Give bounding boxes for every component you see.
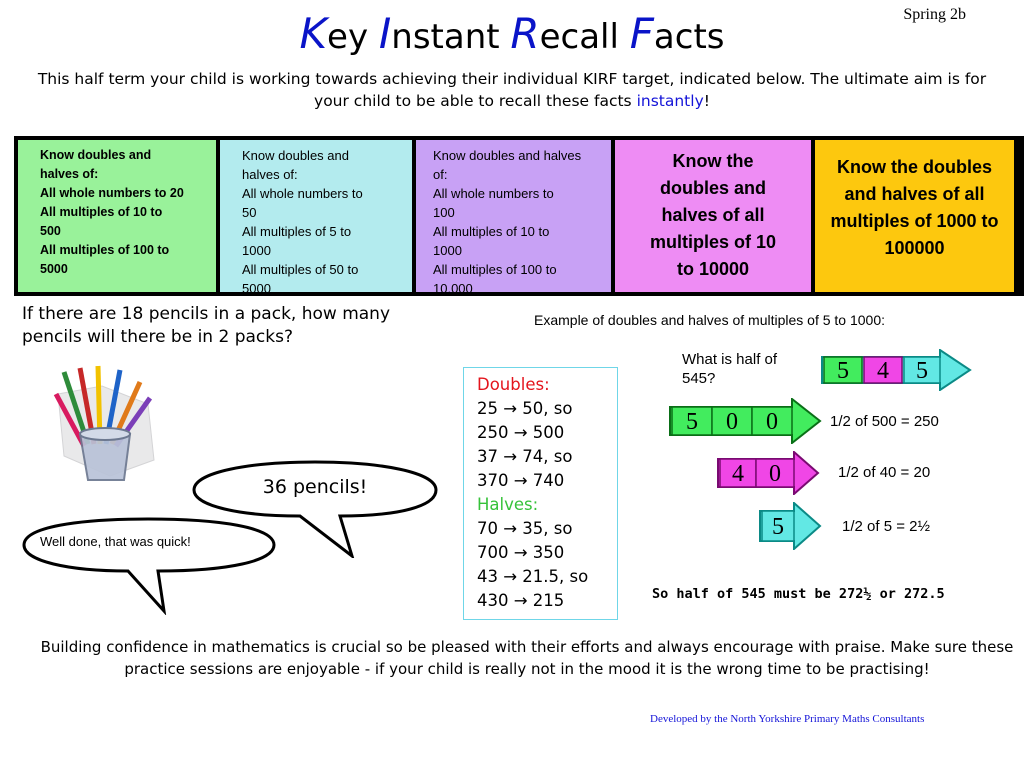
doubles-halves-box bbox=[463, 367, 618, 620]
target-line: All multiples of 50 to bbox=[242, 262, 359, 277]
target-line: Know the bbox=[672, 151, 754, 171]
digit: 0 bbox=[726, 409, 738, 435]
target-line: of: bbox=[433, 167, 448, 182]
target-line: and halves of all bbox=[844, 184, 985, 204]
target-box-5 bbox=[815, 140, 1014, 292]
digit: 5 bbox=[837, 358, 849, 384]
target-line: 5000 bbox=[40, 262, 68, 276]
target-line: halves of all bbox=[661, 205, 765, 225]
halves-line: 700 → 350 bbox=[477, 543, 565, 562]
title-letter-r: R bbox=[510, 9, 540, 58]
title-letter-k: K bbox=[299, 9, 328, 58]
doubles-line: 250 → 500 bbox=[477, 423, 565, 442]
target-line: All multiples of 5 to bbox=[242, 224, 352, 239]
target-line: 10,000 bbox=[433, 281, 473, 296]
answer-text: 36 pencils! bbox=[262, 476, 368, 498]
title-word-key: ey bbox=[327, 17, 379, 57]
digit: 5 bbox=[916, 358, 928, 384]
example-heading: Example of doubles and halves of multiples of 5 to 1000: bbox=[534, 312, 885, 328]
halves-heading: Halves: bbox=[477, 495, 539, 514]
pencil-pot-image bbox=[50, 364, 165, 486]
target-line: All multiples of 10 to bbox=[433, 224, 550, 239]
doubles-line: 37 → 74, so bbox=[477, 447, 573, 466]
target-line: All multiples of 10 to bbox=[40, 205, 163, 219]
term-label: Spring 2b bbox=[903, 6, 966, 23]
target-box-2 bbox=[220, 140, 412, 296]
target-line: 5000 bbox=[242, 281, 271, 296]
arrow-40 bbox=[716, 451, 822, 495]
target-line: 100000 bbox=[884, 238, 945, 258]
digit: 4 bbox=[877, 358, 889, 384]
praise-text: Well done, that was quick! bbox=[40, 534, 191, 549]
doubles-heading: Doubles: bbox=[477, 375, 550, 394]
title-word-recall: ecall bbox=[539, 17, 630, 57]
arrow-5 bbox=[758, 502, 824, 550]
equation-40: 1/2 of 40 = 20 bbox=[838, 464, 931, 481]
halves-line: 430 → 215 bbox=[477, 591, 565, 610]
conclusion-text: So half of 545 must be 272½ or 272.5 bbox=[652, 586, 945, 602]
intro-paragraph bbox=[20, 68, 1004, 112]
target-line: multiples of 1000 to bbox=[830, 211, 999, 231]
target-box-4 bbox=[615, 140, 811, 292]
intro-emphasis: instantly bbox=[636, 92, 704, 110]
pencil-question: If there are 18 pencils in a pack, how many pencils will there be in 2 packs? bbox=[22, 304, 391, 347]
target-line: All whole numbers to bbox=[433, 186, 554, 201]
bubble-shape bbox=[24, 519, 274, 611]
target-line: 1000 bbox=[433, 243, 462, 258]
target-line: to 10000 bbox=[676, 259, 750, 279]
target-line: 1000 bbox=[242, 243, 271, 258]
title-word-facts: acts bbox=[653, 17, 725, 57]
equation-500: 1/2 of 500 = 250 bbox=[830, 413, 939, 430]
doubles-line: 370 → 740 bbox=[477, 471, 565, 490]
half-question: What is half of 545? bbox=[682, 351, 778, 387]
page-title bbox=[0, 9, 1024, 59]
halves-line: 43 → 21.5, so bbox=[477, 567, 589, 586]
title-letter-f: F bbox=[629, 9, 654, 58]
target-line: All whole numbers to bbox=[242, 186, 363, 201]
advice-paragraph: Building confidence in mathematics is crucial so be pleased with their efforts and always encourage with praise. Make sure these practice sessions are enjoyable - if your child is really not in the mood it is the wrong time to be practising! bbox=[40, 638, 1014, 678]
intro-end: ! bbox=[703, 92, 710, 110]
target-line: All whole numbers to 20 bbox=[40, 186, 184, 200]
target-line: 500 bbox=[40, 224, 61, 238]
target-line: Know doubles and bbox=[40, 148, 152, 162]
target-line: All multiples of 100 to bbox=[40, 243, 170, 257]
digit: 5 bbox=[686, 409, 698, 435]
target-line: All multiples of 100 to bbox=[433, 262, 557, 277]
halves-line: 70 → 35, so bbox=[477, 519, 573, 538]
target-line: 50 bbox=[242, 205, 257, 220]
target-line: Know doubles and halves bbox=[433, 148, 582, 163]
title-letter-i: I bbox=[378, 9, 392, 58]
target-line: doubles and bbox=[659, 178, 766, 198]
equation-5: 1/2 of 5 = 2½ bbox=[842, 518, 930, 535]
kirf-targets-strip bbox=[14, 136, 1024, 296]
praise-speech-bubble bbox=[18, 515, 283, 615]
digit: 0 bbox=[769, 461, 781, 487]
doubles-line: 25 → 50, so bbox=[477, 399, 573, 418]
target-box-3 bbox=[416, 140, 611, 296]
arrow-500 bbox=[668, 398, 824, 444]
intro-text: This half term your child is working towards achieving their individual KIRF target, indicated below. The ultimate aim is for your child to be able to recall these facts bbox=[37, 70, 987, 110]
digit: 4 bbox=[732, 461, 744, 487]
pot-rim bbox=[80, 428, 130, 440]
title-word-instant: nstant bbox=[391, 17, 511, 57]
target-line: multiples of 10 bbox=[649, 232, 777, 252]
credit-line: Developed by the North Yorkshire Primary Maths Consultants bbox=[650, 713, 925, 725]
digit: 0 bbox=[766, 409, 778, 435]
arrow-545 bbox=[820, 349, 974, 391]
target-line: Know the doubles bbox=[837, 157, 992, 177]
target-line: halves of: bbox=[40, 167, 99, 181]
target-box-1 bbox=[18, 140, 216, 292]
digit: 5 bbox=[772, 514, 784, 540]
target-line: halves of: bbox=[242, 167, 298, 182]
target-line: Know doubles and bbox=[242, 148, 349, 163]
target-line: 100 bbox=[433, 205, 455, 220]
